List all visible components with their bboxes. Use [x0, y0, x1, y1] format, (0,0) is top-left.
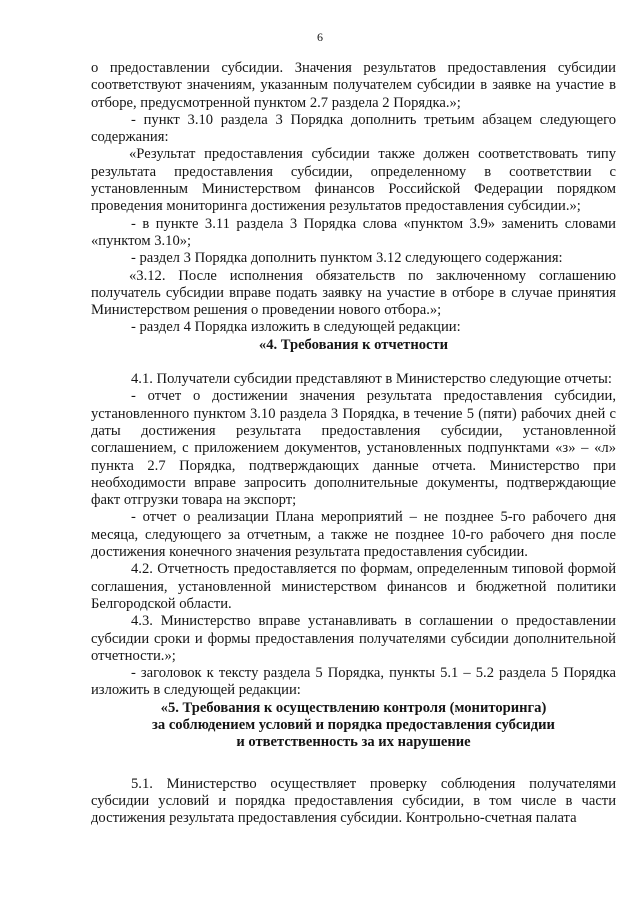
section-4-heading: «4. Требования к отчетности [258, 336, 449, 353]
paragraph: - отчет о достижении значения результата предоставления субсидии, установленного пунктом 3.10 раздела 3 Порядка, в течение 5 (пяти) рабочих дней с даты достижения результата предоставления субсидии, установленной соглашением, с приложением документов, установленных подпунктами «з» – «л» пункта 2.7 Порядка, подтверждающих данные отчета. Министерство при необходимости вправе запросить дополнительные документы, подтверждающие факт отгрузки товара на экспорт; [91, 388, 616, 509]
paragraph: 4.2. Отчетность предоставляется по формам, определенным типовой формой соглашения, установленной министерством финансов и бюджетной политики Белгородской области. [91, 561, 616, 612]
paragraph: - пункт 3.10 раздела 3 Порядка дополнить третьим абзацем следующего содержания: [91, 111, 616, 146]
paragraph: - раздел 3 Порядка дополнить пунктом 3.12 следующего содержания: [131, 250, 563, 267]
document-body [91, 60, 616, 827]
paragraph: 4.1. Получатели субсидии представляют в Министерство следующие отчеты: [131, 371, 612, 388]
paragraph: 5.1. Министерство осуществляет проверку соблюдения получателями субсидии условий и порядка предоставления субсидии, в том числе в части достижения результата предоставления субсидии. Контрольно-счетная палата [91, 775, 616, 827]
spacer [91, 354, 616, 371]
paragraph: о предоставлении субсидии. Значения результатов предоставления субсидии соответствуют значениям, указанным получателем субсидии в заявке на участие в отборе, предусмотренной пунктом 2.7 раздела 2 Порядка.»; [91, 60, 616, 111]
section-5-heading-line: «5. Требования к осуществлению контроля (мониторинга) [160, 699, 547, 716]
paragraph: - раздел 4 Порядка изложить в следующей редакции: [131, 319, 461, 336]
spacer [91, 752, 616, 776]
paragraph: - в пункте 3.11 раздела 3 Порядка слова «пунктом 3.9» заменить словами «пунктом 3.10»; [91, 215, 616, 249]
page-number: 6 [317, 30, 323, 44]
section-5-heading-line: за соблюдением условий и порядка предоставления субсидии [152, 716, 555, 733]
section-5-heading-line: и ответственность за их нарушение [236, 734, 471, 751]
paragraph: - отчет о реализации Плана мероприятий – не позднее 5-го рабочего дня месяца, следующего за отчетным, а также не позднее 10-го рабочего дня после достижения конечного значения результата предоставления субсидии. [91, 509, 616, 561]
paragraph: - заголовок к тексту раздела 5 Порядка, пункты 5.1 – 5.2 раздела 5 Порядка изложить в следующей редакции: [91, 665, 616, 699]
paragraph: «3.12. После исполнения обязательств по заключенному соглашению получатель субсидии вправе подать заявку на участие в отборе в случае принятия Министерством решения о проведении нового отбора.»; [91, 267, 616, 319]
paragraph: 4.3. Министерство вправе устанавливать в соглашении о предоставлении субсидии сроки и формы предоставления получателями субсидии дополнительной отчетности.»; [91, 613, 616, 664]
paragraph: «Результат предоставления субсидии также должен соответствовать типу результата предоставления субсидии, определенному в соответствии с установленным Министерством финансов Российской Федерации порядком проведения мониторинга достижения результатов предоставления субсидии.»; [91, 146, 616, 215]
